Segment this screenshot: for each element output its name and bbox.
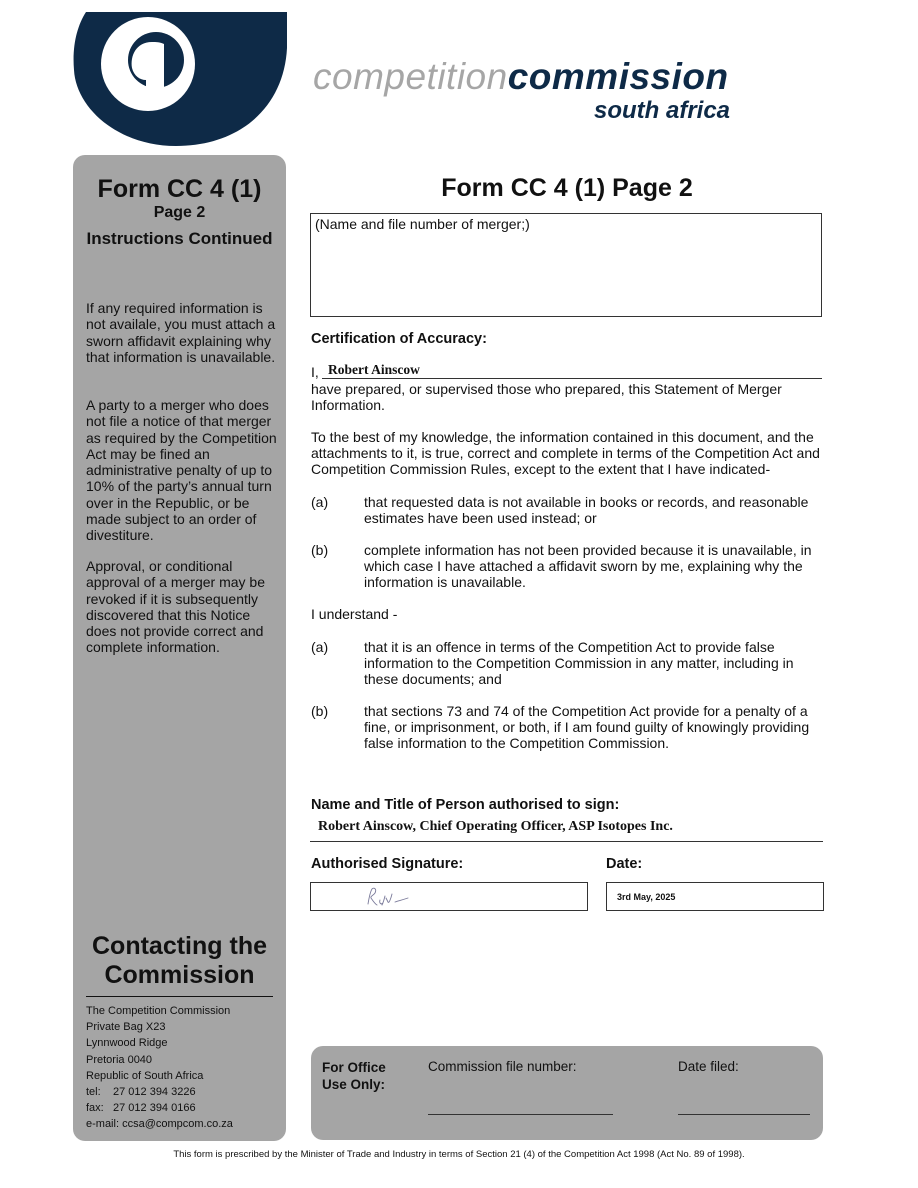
address-line: Lynnwood Ridge bbox=[86, 1037, 168, 1050]
office-use-label-line1: For Office bbox=[322, 1060, 386, 1075]
brand-wordmark bbox=[313, 56, 729, 98]
merger-name-label: (Name and file number of merger;) bbox=[315, 216, 530, 232]
declarant-prefix: I, bbox=[311, 364, 319, 380]
sidebar-paragraph-affidavit: If any required information is not availale, you must attach a sworn affidavit explaining why that information is unavailable. bbox=[86, 300, 276, 365]
brand-part-light: competition bbox=[313, 56, 508, 97]
email-label: e-mail: bbox=[86, 1118, 120, 1131]
signature-heading: Authorised Signature: bbox=[311, 856, 464, 872]
handwritten-signature bbox=[364, 886, 414, 908]
exception-text-a: that requested data is not available in books or records, and reasonable estimates have been used instead; or bbox=[364, 494, 809, 526]
understanding-label-b: (b) bbox=[311, 703, 329, 719]
address-line: The Competition Commission bbox=[86, 1005, 231, 1017]
understanding-text-a: that it is an offence in terms of the Competition Act to provide false information to the Competition Commission in any matter, including in these documents; and bbox=[364, 639, 794, 687]
understanding-text-b: that sections 73 and 74 of the Competition Act provide for a penalty of a fine, or imprisonment, or both, if I am found guilty of knowingly providing false information to the Competition Commission. bbox=[364, 703, 810, 751]
knowledge-statement: To the best of my knowledge, the information contained in this document, and the attachments to it, is true, correct and complete in terms of the Competition Act and Competition Commission Rules, except to the extent that I have indicated- bbox=[311, 429, 820, 477]
tel-label: tel: bbox=[86, 1085, 101, 1098]
sidebar-instructions-heading: Instructions Continued bbox=[86, 229, 273, 248]
commission-file-number-label: Commission file number: bbox=[428, 1059, 577, 1074]
footer-note: This form is prescribed by the Minister of Trade and Industry in terms of Section 21 (4) of the Competition Act 1998 (Act No. 89 of 1998). bbox=[173, 1149, 745, 1160]
brand-subtitle: south africa bbox=[594, 97, 731, 124]
address-line: Pretoria 0040 bbox=[86, 1053, 153, 1066]
commission-file-number-field[interactable] bbox=[428, 1114, 613, 1115]
brand-part-dark: commission bbox=[507, 56, 729, 97]
fax-value: 27 012 394 0166 bbox=[113, 1102, 196, 1115]
email-link[interactable]: ccsa@compcom.co.za bbox=[122, 1118, 233, 1131]
page-title: Form CC 4 (1) Page 2 bbox=[441, 174, 693, 202]
office-use-label-line2: Use Only: bbox=[322, 1077, 386, 1092]
sidebar-form-title: Form CC 4 (1) bbox=[97, 175, 262, 203]
contact-fax bbox=[86, 1100, 233, 1116]
office-use-label bbox=[322, 1059, 386, 1093]
declarant-name: Robert Ainscow bbox=[328, 362, 420, 377]
contact-divider bbox=[86, 996, 273, 997]
competition-commission-logo bbox=[72, 12, 287, 146]
sidebar-page: Page 2 bbox=[153, 204, 206, 221]
date-heading: Date: bbox=[606, 856, 643, 872]
exception-label-a: (a) bbox=[311, 494, 329, 510]
address-line: Private Bag X23 bbox=[86, 1021, 166, 1034]
date-value: 3rd May, 2025 bbox=[617, 892, 676, 902]
authorised-person-line bbox=[310, 841, 823, 842]
signature-field[interactable] bbox=[310, 882, 588, 911]
contact-email bbox=[86, 1116, 233, 1132]
contact-address bbox=[86, 1003, 233, 1133]
date-filed-label: Date filed: bbox=[678, 1059, 739, 1074]
certification-heading: Certification of Accuracy: bbox=[311, 331, 487, 347]
authorised-person-heading: Name and Title of Person authorised to sign: bbox=[311, 797, 620, 813]
authorised-person-value: Robert Ainscow, Chief Operating Officer, ASP Isotopes Inc. bbox=[318, 819, 673, 834]
understand-heading: I understand - bbox=[311, 606, 398, 622]
fax-label: fax: bbox=[86, 1102, 104, 1115]
declarant-name-line bbox=[322, 378, 822, 379]
address-line: Republic of South Africa bbox=[86, 1069, 204, 1082]
prepared-statement: have prepared, or supervised those who prepared, this Statement of Merger Information. bbox=[311, 381, 782, 413]
date-filed-field[interactable] bbox=[678, 1114, 810, 1115]
tel-value: 27 012 394 3226 bbox=[113, 1085, 196, 1098]
sidebar-paragraph-revocation: Approval, or conditional approval of a merger may be revoked if it is subsequently discovered that this Notice does not provide correct and complete information. bbox=[86, 558, 265, 656]
contact-tel bbox=[86, 1084, 233, 1100]
understanding-label-a: (a) bbox=[311, 639, 329, 655]
sidebar-paragraph-penalty: A party to a merger who does not file a notice of that merger as required by the Competition Act may be fined an administrative penalty of up to 10% of the party’s annual turn over in the Republic, or be made subject to an order of divestiture. bbox=[86, 397, 277, 544]
contact-heading: Contacting the Commission bbox=[92, 932, 267, 989]
exception-text-b: complete information has not been provided because it is unavailable, in which case I have attached a affidavit sworn by me, explaining why the information is unavailable. bbox=[364, 542, 812, 590]
exception-label-b: (b) bbox=[311, 542, 329, 558]
